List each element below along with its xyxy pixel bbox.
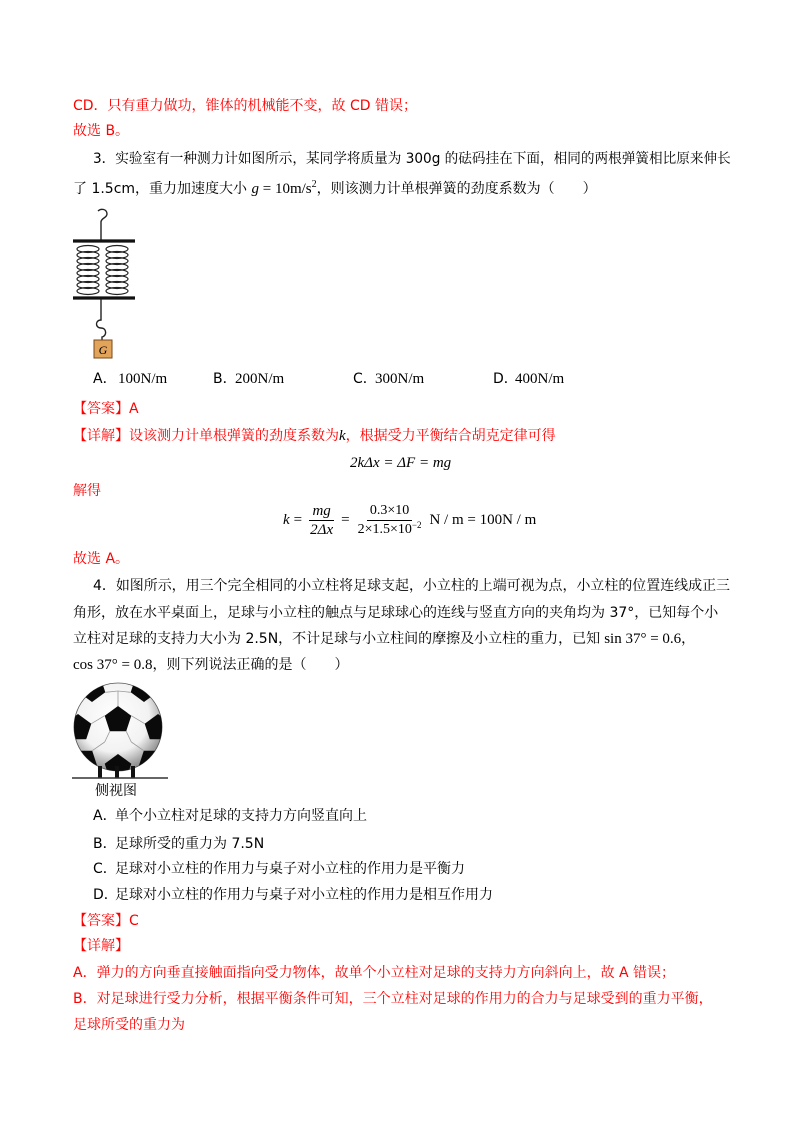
q4-explanation-label: 【详解】 bbox=[73, 938, 129, 954]
option-letter: C． bbox=[353, 371, 377, 387]
equation-spring-constant bbox=[283, 500, 536, 540]
denominator-base: 2×1.5×10 bbox=[357, 521, 412, 537]
option-text: 足球对小立柱的作用力与桌子对小立柱的作用力是相互作用力 bbox=[115, 887, 493, 903]
fraction-denominator: 2Δx bbox=[310, 521, 334, 538]
spring-right bbox=[106, 246, 128, 295]
previous-conclusion: 故选 B。 bbox=[73, 123, 130, 139]
option-letter: A． bbox=[93, 371, 117, 387]
option-value: 100N/m bbox=[118, 371, 168, 387]
option-value: 200N/m bbox=[235, 371, 285, 387]
q3-stem-line2 bbox=[73, 178, 597, 200]
option-value: 400N/m bbox=[515, 371, 565, 387]
q4-punctuation: ， bbox=[681, 631, 696, 647]
q4-explanation-line: A．弹力的方向垂直接触面指向受力物体，故单个小立柱对足球的支持力方向斜向上，故 A 错误； bbox=[73, 965, 676, 981]
answer-label: 【答案】 bbox=[73, 401, 129, 417]
previous-solution-cd: CD．只有重力做功，锥体的机械能不变，故 CD 错误； bbox=[73, 98, 418, 114]
fraction-numerator: 0.3×10 bbox=[367, 502, 412, 521]
q3-gravity-value: = 10m/s bbox=[259, 181, 312, 197]
q3-stem-text-before: 了 1.5cm，重力加速度大小 bbox=[73, 181, 252, 197]
q4-answer bbox=[73, 910, 139, 932]
spring-scale-figure bbox=[66, 202, 146, 364]
pentagon-patch bbox=[139, 751, 166, 776]
fraction-denominator bbox=[355, 521, 425, 539]
q3-number: 3． bbox=[93, 151, 116, 167]
q3-answer bbox=[73, 398, 139, 420]
q3-conclusion: 故选 A。 bbox=[73, 551, 130, 567]
denominator-exponent: −2 bbox=[411, 519, 422, 530]
option-letter: B． bbox=[213, 371, 237, 387]
q4-stem-line4 bbox=[73, 654, 348, 676]
option-letter: C． bbox=[93, 861, 117, 877]
q4-number: 4． bbox=[93, 578, 116, 594]
option-text: 单个小立柱对足球的支持力方向竖直向上 bbox=[115, 808, 367, 824]
equation-hooke: 2kΔx = ΔF = mg bbox=[350, 455, 452, 471]
explanation-text-after: ，根据受力平衡结合胡克定律可得 bbox=[345, 428, 556, 444]
eq-equals: = bbox=[293, 511, 303, 528]
q3-option-c bbox=[353, 368, 424, 390]
option-letter: D． bbox=[493, 371, 518, 387]
answer-value: C bbox=[129, 913, 139, 929]
q4-option-d bbox=[93, 884, 493, 906]
option-letter: A． bbox=[93, 808, 117, 824]
figure-caption: 侧视图 bbox=[95, 783, 137, 799]
q3-gravity-exponent: 2 bbox=[311, 179, 317, 190]
q3-gravity-symbol: g bbox=[251, 181, 259, 197]
pentagon-patch bbox=[71, 751, 98, 776]
q4-stem-text: 如图所示，用三个完全相同的小立柱将足球支起，小立柱的上端可视为点，小立柱的位置连线成正三 bbox=[115, 578, 731, 594]
q4-stem-line1 bbox=[93, 575, 730, 597]
explanation-text-before: 设该测力计单根弹簧的劲度系数为 bbox=[129, 428, 339, 444]
spring-left bbox=[77, 246, 99, 295]
q4-option-a bbox=[93, 805, 367, 827]
cosine-expression: cos 37° = 0.8 bbox=[73, 657, 153, 673]
q3-stem-line1 bbox=[93, 148, 731, 170]
fraction-numerator: mg bbox=[309, 502, 333, 521]
option-text: 足球对小立柱的作用力与桌子对小立柱的作用力是平衡力 bbox=[115, 861, 465, 877]
q4-option-c bbox=[93, 858, 465, 880]
weight-label: G bbox=[98, 343, 108, 357]
top-hook bbox=[98, 209, 107, 240]
q3-option-d bbox=[493, 368, 564, 390]
q4-option-b bbox=[93, 833, 264, 855]
spring-constant-symbol: k bbox=[339, 428, 346, 444]
eq-result: N / m = 100N / m bbox=[429, 511, 537, 528]
solve-label: 解得 bbox=[73, 483, 101, 499]
q4-explanation-line: B．对足球进行受力分析，根据平衡条件可知，三个立柱对足球的作用力的合力与足球受到的重力平衡， bbox=[73, 991, 713, 1007]
option-letter: B． bbox=[93, 836, 117, 852]
eq-lhs-variable: k bbox=[283, 511, 290, 528]
q3-option-a bbox=[93, 368, 167, 390]
sine-expression: sin 37° = 0.6 bbox=[604, 631, 682, 647]
option-value: 300N/m bbox=[375, 371, 425, 387]
q3-stem-text: 实验室有一种测力计如图所示，某同学将质量为 300g 的砝码挂在下面，相同的两根弹簧相比原来伸长 bbox=[115, 151, 731, 167]
q3-stem-text-after: ，则该测力计单根弹簧的劲度系数为（ ） bbox=[316, 181, 597, 197]
support-post bbox=[131, 766, 135, 778]
q3-option-b bbox=[213, 368, 284, 390]
q4-stem-text: ，则下列说法正确的是（ ） bbox=[152, 657, 349, 673]
q4-stem-text: 立柱对足球的支持力大小为 2.5N，不计足球与小立柱间的摩擦及小立柱的重力，已知 bbox=[73, 631, 601, 647]
support-post bbox=[98, 766, 102, 778]
q4-explanation-line: 足球所受的重力为 bbox=[73, 1017, 185, 1033]
q4-stem-line2: 角形，放在水平桌面上，足球与小立柱的触点与足球球心的连线与竖直方向的夹角均为 37°，已知每个小 bbox=[73, 605, 719, 621]
fraction-symbolic bbox=[307, 502, 336, 539]
q4-stem-line3 bbox=[73, 628, 695, 650]
support-post bbox=[115, 766, 119, 778]
option-text: 足球所受的重力为 7.5N bbox=[115, 836, 265, 852]
answer-label: 【答案】 bbox=[73, 913, 129, 929]
explanation-label: 【详解】 bbox=[73, 428, 129, 444]
soccer-ball-figure bbox=[70, 682, 170, 782]
bottom-hook bbox=[97, 299, 106, 340]
option-letter: D． bbox=[93, 887, 118, 903]
eq-equals: = bbox=[341, 511, 350, 528]
answer-value: A bbox=[129, 401, 139, 417]
q3-explanation bbox=[73, 425, 556, 447]
fraction-numeric bbox=[355, 502, 425, 539]
